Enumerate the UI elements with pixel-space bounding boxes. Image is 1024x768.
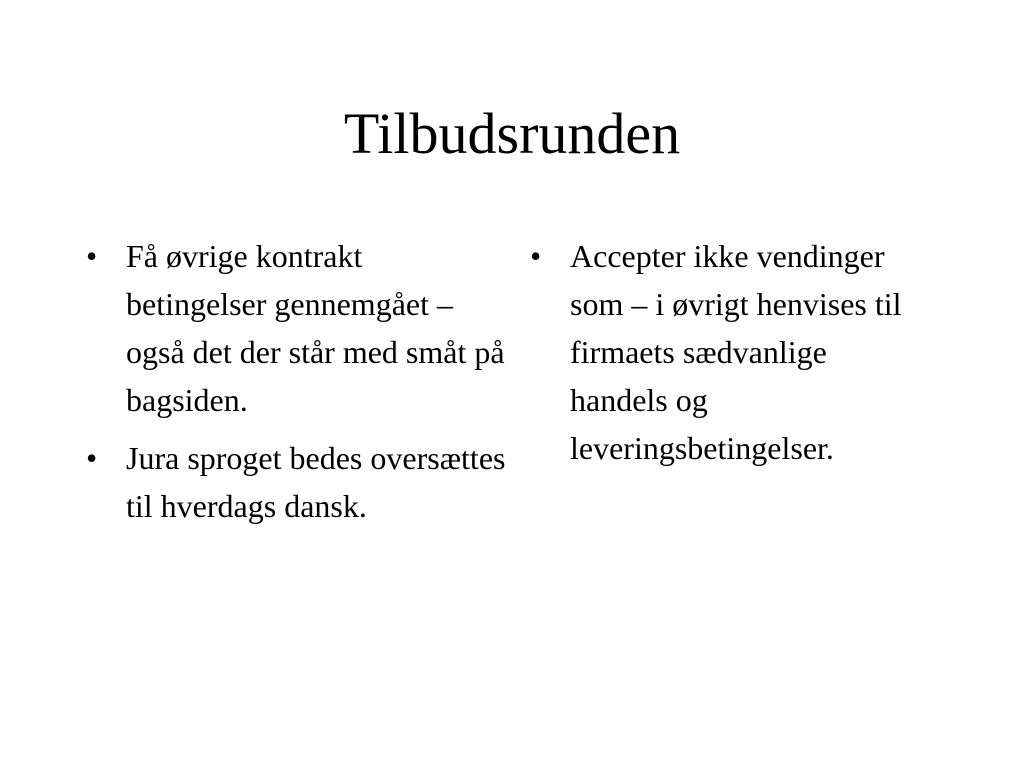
bullet-item — [86, 434, 506, 530]
bullet-item — [530, 232, 930, 472]
bullet-icon: • — [530, 238, 542, 274]
bullet-text: Få øvrige kontrakt betingelser gennemgået – også det der står med småt på bagsiden. — [126, 238, 505, 418]
slide-title: Tilbudsrunden — [343, 101, 681, 166]
left-bullet-list — [86, 232, 506, 540]
bullet-item — [86, 232, 506, 424]
bullet-icon: • — [86, 238, 98, 274]
bullet-text: Jura sproget bedes oversættes til hverdags dansk. — [126, 440, 506, 524]
bullet-text: Accepter ikke vendinger som – i øvrigt henvises til firmaets sædvanlige handels og leveringsbetingelser. — [570, 238, 902, 466]
right-bullet-list — [530, 232, 930, 482]
bullet-icon: • — [86, 440, 98, 476]
